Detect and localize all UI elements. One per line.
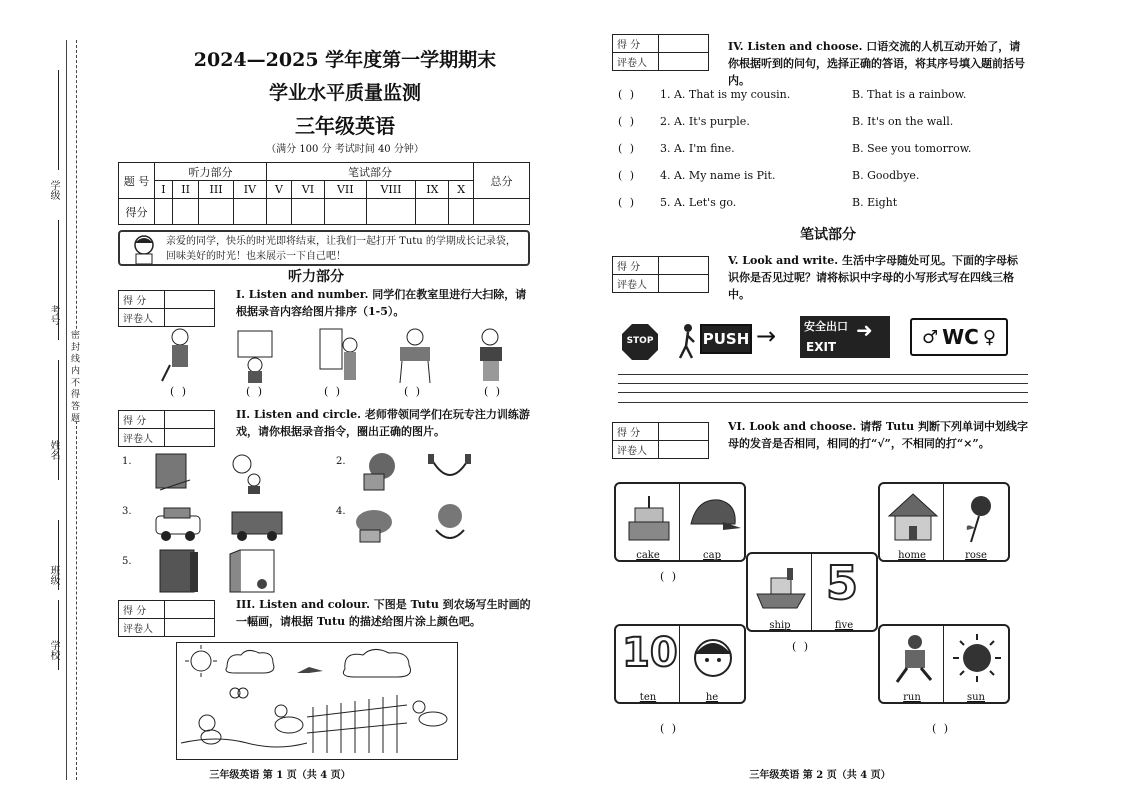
numeral-cell: IX xyxy=(416,181,449,199)
intro-banner-text: 亲爱的同学，快乐的时光即将结束，让我们一起打开 Tutu 的学期成长记录袋，回味美好的时光！也来展示一下自己吧！ xyxy=(166,236,516,262)
grader-name-label: 评卷人 xyxy=(613,441,659,459)
numeral-cell: IV xyxy=(233,181,266,199)
fence-icon xyxy=(307,695,407,753)
man-icon: ♂ xyxy=(921,326,939,348)
binding-line-outer xyxy=(66,40,67,780)
question-5-instructions: V. Look and write. 生活中字母随处可见。下面的字母标识你是否见过呢？请将标识中字母的小写形式写在四线三格中。 xyxy=(728,254,1018,301)
grader-name-field[interactable] xyxy=(165,429,215,447)
grader-score-label: 得 分 xyxy=(119,601,165,619)
monkey-picture-icon[interactable] xyxy=(436,504,464,538)
option-b: B. Goodbye. xyxy=(852,169,920,182)
wc-sign xyxy=(910,318,1008,356)
exam-number-label: 考号 xyxy=(48,305,59,325)
grader-box-q6 xyxy=(612,422,709,459)
word-pair-card xyxy=(746,552,878,632)
cloud-icon xyxy=(343,649,410,677)
clock-picture-icon[interactable] xyxy=(233,455,260,494)
grader-score-field[interactable] xyxy=(165,291,215,309)
word-label: five xyxy=(834,620,854,631)
item-number: 3. xyxy=(122,506,132,517)
push-sign xyxy=(700,324,752,354)
answer-paren-q1[interactable]: ( ) xyxy=(324,385,343,398)
grader-box-q1 xyxy=(118,290,215,327)
class-label: 班级 xyxy=(48,565,59,585)
farm-drawing[interactable] xyxy=(176,642,458,760)
open-door-icon[interactable] xyxy=(230,550,274,592)
item-number: 2. xyxy=(336,456,346,467)
score-table-header-label: 题 号 xyxy=(119,163,155,199)
score-cell[interactable] xyxy=(267,199,292,225)
option-b: B. See you tomorrow. xyxy=(852,142,972,155)
grader-score-label: 得 分 xyxy=(119,411,165,429)
police-car-icon[interactable] xyxy=(156,508,200,541)
arranging-desk-icon xyxy=(400,329,430,383)
exam-title-subject: 三年级英语 xyxy=(295,114,395,138)
ship-icon xyxy=(751,558,811,618)
class-field[interactable] xyxy=(58,520,59,590)
school-label: 学校 xyxy=(48,640,59,660)
item-number: 4. xyxy=(336,506,346,517)
score-cell[interactable] xyxy=(366,199,416,225)
stop-sign-text: STOP xyxy=(626,336,654,346)
total-score-cell[interactable] xyxy=(474,199,530,225)
numeral-cell: V xyxy=(267,181,292,199)
answer-paren-q6[interactable]: ( ) xyxy=(932,722,951,735)
score-cell[interactable] xyxy=(449,199,474,225)
running-boy-icon xyxy=(883,630,943,690)
grader-box-q3 xyxy=(118,600,215,637)
listening-section-header: 听力部分 xyxy=(155,163,267,181)
fire-truck-icon[interactable] xyxy=(232,512,282,541)
option-a: 5. A. Let's go. xyxy=(660,196,737,209)
word-label: he xyxy=(705,692,719,703)
woman-icon: ♀ xyxy=(982,326,997,348)
intro-banner xyxy=(118,230,530,266)
answer-paren-q1[interactable]: ( ) xyxy=(404,385,423,398)
grader-box-q2 xyxy=(118,410,215,447)
grader-name-field[interactable] xyxy=(165,619,215,637)
answer-paren-q1[interactable]: ( ) xyxy=(246,385,265,398)
page-1-footer: 三年级英语 第 1 页（共 4 页） xyxy=(209,770,351,781)
numeral-cell: VI xyxy=(291,181,324,199)
writing-section-header: 笔试部分 xyxy=(267,163,474,181)
numeral-cell: VII xyxy=(325,181,367,199)
cake-icon xyxy=(619,488,679,548)
grader-name-label: 评卷人 xyxy=(613,53,659,71)
closed-door-icon[interactable] xyxy=(160,550,198,592)
answer-paren-q1[interactable]: ( ) xyxy=(170,385,189,398)
option-a: 1. A. That is my cousin. xyxy=(660,88,791,101)
grader-box-q4 xyxy=(612,34,709,71)
seal-notice: 密 封 线 内 不 得 答 题 xyxy=(69,330,79,423)
option-a: 4. A. My name is Pit. xyxy=(660,169,776,182)
numeral-cell: X xyxy=(449,181,474,199)
exit-sign-text: EXIT xyxy=(806,340,837,354)
score-cell[interactable] xyxy=(199,199,234,225)
child-mascot-icon xyxy=(124,233,164,265)
question-3-instructions: III. Listen and colour. 下图是 Tutu 到农场写生时画的一幅画，请根据 Tutu 的描述给图片涂上颜色吧。 xyxy=(236,598,531,628)
grader-name-field[interactable] xyxy=(659,441,709,459)
word-label: rose xyxy=(965,550,987,561)
grass-line xyxy=(181,739,307,747)
exam-title-line1: 2024—2025 学年度第一学期期末 xyxy=(193,49,497,71)
grader-score-label: 得 分 xyxy=(613,257,659,275)
grader-score-label: 得 分 xyxy=(613,35,659,53)
q2-pictures xyxy=(150,450,480,595)
grader-score-field[interactable] xyxy=(659,257,709,275)
answer-paren-q6[interactable]: ( ) xyxy=(792,640,811,653)
dog-icon xyxy=(413,701,447,726)
exit-sign xyxy=(800,316,890,358)
word-label: cake xyxy=(636,550,660,561)
tree-picture-icon[interactable] xyxy=(364,453,395,490)
four-line-writing-grid[interactable] xyxy=(618,374,1028,404)
number-ten-icon: 10 xyxy=(622,630,678,676)
grader-name-field[interactable] xyxy=(659,275,709,293)
picture-option-icon[interactable] xyxy=(156,454,190,490)
exam-subtitle: （满分 100 分 考试时间 40 分钟） xyxy=(266,144,424,155)
item-number: 1. xyxy=(122,456,132,467)
duck-icon xyxy=(275,705,303,733)
word-label: sun xyxy=(966,692,985,703)
exam-title-line2: 学业水平质量监测 xyxy=(268,82,421,104)
word-label: cap xyxy=(703,550,721,561)
score-cell[interactable] xyxy=(172,199,198,225)
butterfly-icon xyxy=(230,688,248,698)
numeral-cell: I xyxy=(155,181,173,199)
cloud-icon xyxy=(226,650,274,673)
question-4-instructions: IV. Listen and choose. 口语交流的人机互动开始了，请你根据听到的问句，选择正确的答语，将其序号填入题前括号内。 xyxy=(728,40,1025,87)
option-b: B. It's on the wall. xyxy=(852,115,954,128)
name-label: 姓名 xyxy=(48,440,59,460)
exam-number-field[interactable] xyxy=(58,220,59,340)
grader-name-field[interactable] xyxy=(165,309,215,327)
answer-paren-q4[interactable]: ( ) xyxy=(618,88,637,101)
option-a: 2. A. It's purple. xyxy=(660,115,750,128)
push-sign-text: PUSH xyxy=(702,330,750,348)
score-cell[interactable] xyxy=(155,199,173,225)
word-pair-card xyxy=(614,482,746,562)
score-cell[interactable] xyxy=(233,199,266,225)
rose-icon xyxy=(947,488,1007,548)
exam-page-2 xyxy=(560,0,1123,793)
running-man-icon: ➜ xyxy=(856,318,873,342)
question-1-instructions: I. Listen and number. 同学们在教室里进行大扫除，请根据录音内容给图片排序（1-5）。 xyxy=(236,288,527,318)
bird-icon xyxy=(297,667,323,673)
score-table xyxy=(118,162,530,225)
word-pair-card xyxy=(614,624,746,704)
listening-heading: 听力部分 xyxy=(288,269,344,285)
grader-name-label: 评卷人 xyxy=(119,619,165,637)
arrow-right-icon: → xyxy=(756,322,777,350)
grader-name-field[interactable] xyxy=(659,53,709,71)
cleaning-board-icon xyxy=(238,331,272,383)
sun-icon xyxy=(185,645,217,677)
answer-paren-q4[interactable]: ( ) xyxy=(618,115,637,128)
answer-paren-q4[interactable]: ( ) xyxy=(618,142,637,155)
writing-heading: 笔试部分 xyxy=(800,227,856,243)
item-number: 5. xyxy=(122,556,132,567)
word-label: run xyxy=(903,692,921,703)
numeral-cell: III xyxy=(199,181,234,199)
grader-name-label: 评卷人 xyxy=(613,275,659,293)
numeral-cell: II xyxy=(172,181,198,199)
grade-label: 学级 xyxy=(48,180,59,200)
walking-person-icon xyxy=(678,322,698,362)
option-b: B. Eight xyxy=(852,196,898,209)
sun-face-icon xyxy=(947,630,1007,690)
score-cell[interactable] xyxy=(325,199,367,225)
question-2-instructions: II. Listen and circle. 老师带领同学们在玩专注力训练游戏，请你根据录音指令，圈出正确的图片。 xyxy=(236,408,530,438)
school-field[interactable] xyxy=(58,600,59,670)
option-a: 3. A. I'm fine. xyxy=(660,142,735,155)
option-b: B. That is a rainbow. xyxy=(852,88,967,101)
answer-paren-q6[interactable]: ( ) xyxy=(660,570,679,583)
answer-paren-q4[interactable]: ( ) xyxy=(618,196,637,209)
name-field[interactable] xyxy=(58,360,59,480)
sweeping-boy-icon xyxy=(162,329,188,381)
grader-score-field[interactable] xyxy=(165,601,215,619)
carrying-books-icon xyxy=(480,329,502,381)
answer-paren-q4[interactable]: ( ) xyxy=(618,169,637,182)
word-label: home xyxy=(898,550,926,561)
boy-face-icon xyxy=(683,630,743,690)
question-6-instructions: VI. Look and choose. 请帮 Tutu 判断下列单词中划线字母的发音是否相同，相同的打“√”，不相同的打“×”。 xyxy=(728,420,1028,450)
word-label: ship xyxy=(769,620,791,631)
word-pair-card xyxy=(878,624,1010,704)
house-icon xyxy=(883,488,943,548)
jump-rope-icon[interactable] xyxy=(428,454,471,475)
cap-icon xyxy=(683,488,743,548)
cleaning-pictures-row xyxy=(150,325,530,385)
total-header: 总分 xyxy=(474,163,530,199)
grader-name-label: 评卷人 xyxy=(119,309,165,327)
grader-box-q5 xyxy=(612,256,709,293)
answer-paren-q1[interactable]: ( ) xyxy=(484,385,503,398)
score-cell[interactable] xyxy=(291,199,324,225)
grader-score-label: 得 分 xyxy=(119,291,165,309)
cleaning-window-icon xyxy=(320,329,357,380)
numeral-cell: VIII xyxy=(366,181,416,199)
answer-paren-q6[interactable]: ( ) xyxy=(660,722,679,735)
word-label: ten xyxy=(639,692,657,703)
grader-score-field[interactable] xyxy=(659,35,709,53)
score-row-label: 得分 xyxy=(119,199,155,225)
exam-page-1 xyxy=(0,0,560,793)
score-cell[interactable] xyxy=(416,199,449,225)
grader-score-label: 得 分 xyxy=(613,423,659,441)
grader-score-field[interactable] xyxy=(165,411,215,429)
word-pair-card xyxy=(878,482,1010,562)
animal-picture-icon[interactable] xyxy=(356,510,392,542)
wc-sign-text: WC xyxy=(942,325,979,349)
grade-field[interactable] xyxy=(58,70,59,170)
grader-name-label: 评卷人 xyxy=(119,429,165,447)
page-2-footer: 三年级英语 第 2 页（共 4 页） xyxy=(749,770,891,781)
grader-score-field[interactable] xyxy=(659,423,709,441)
number-five-icon: 5 xyxy=(826,556,859,610)
exit-sign-chinese: 安全出口 xyxy=(804,320,848,333)
